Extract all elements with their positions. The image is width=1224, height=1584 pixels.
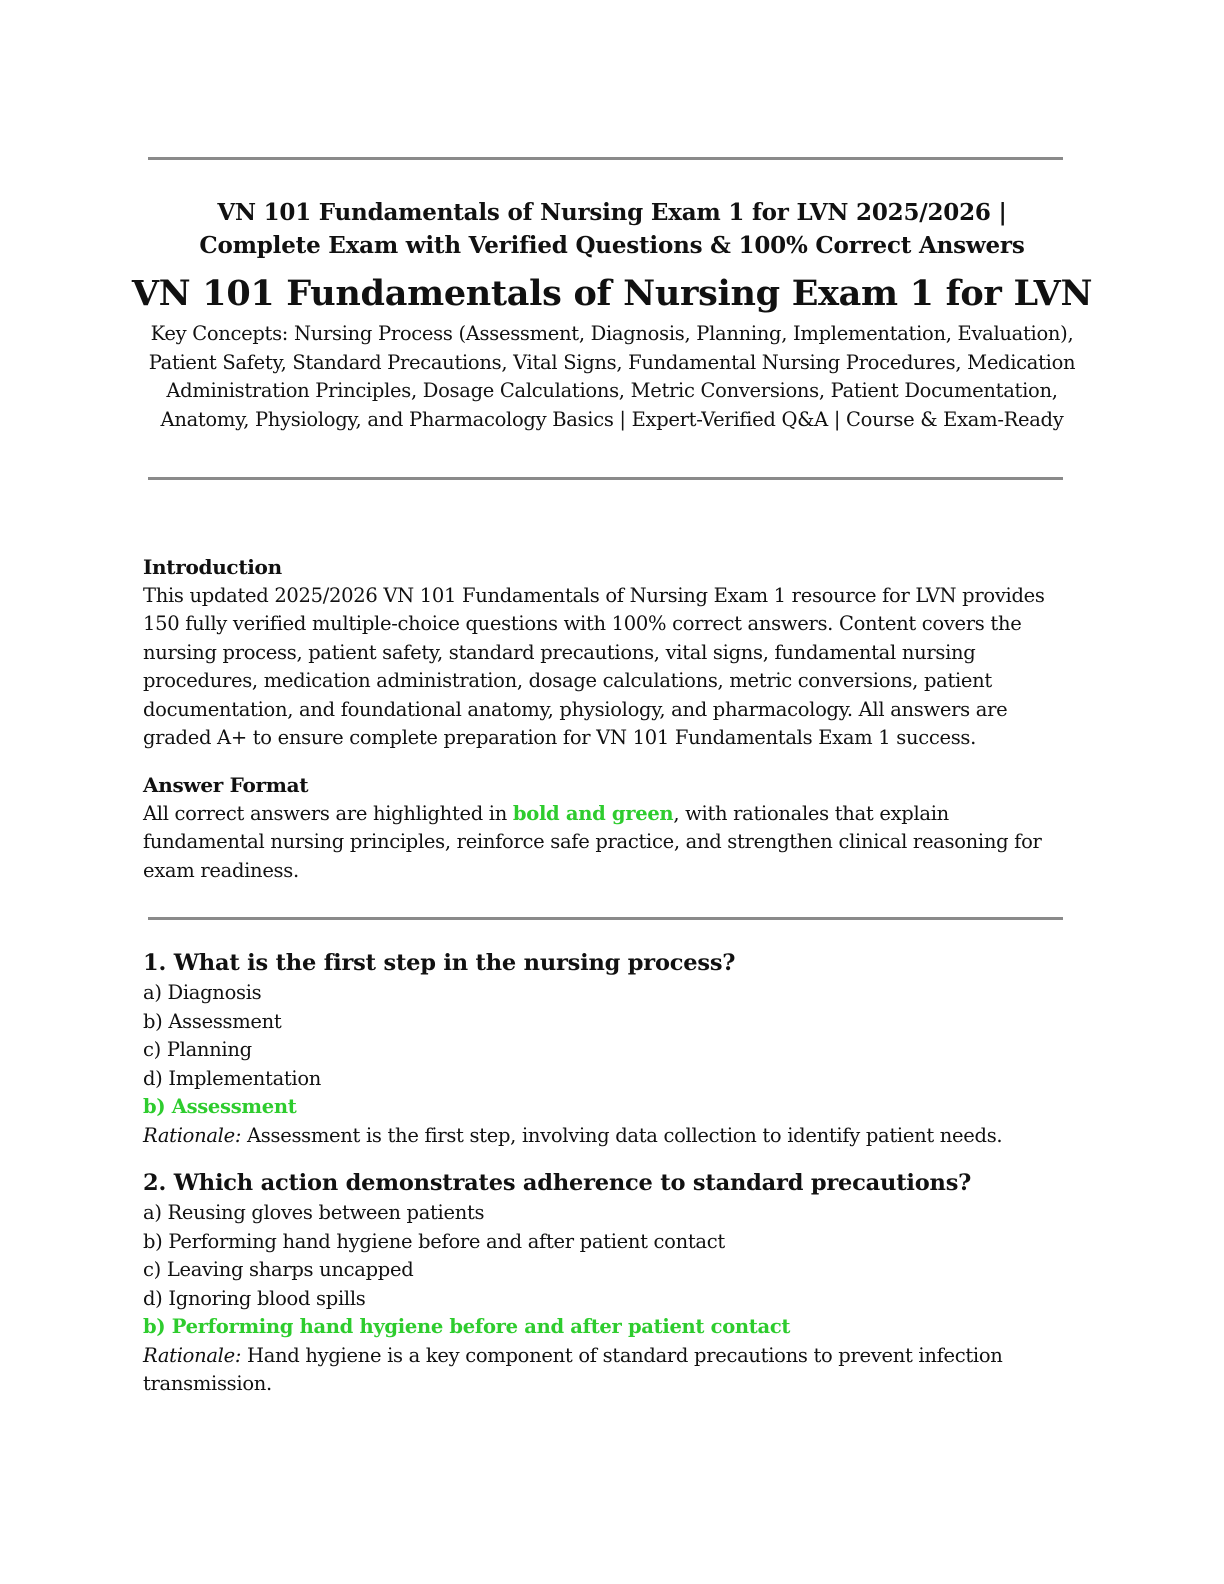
section-divider — [148, 917, 1063, 920]
key-concepts-line-3: Administration Principles, Dosage Calculations, Metric Conversions, Patient Documentation, — [166, 379, 1058, 402]
key-concepts-line-1: Key Concepts: Nursing Process (Assessment, Diagnosis, Planning, Implementation, Evaluation), — [150, 322, 1074, 345]
page-title: VN 101 Fundamentals of Nursing Exam 1 for LVN — [131, 273, 1093, 314]
format-line-3: exam readiness. — [143, 858, 299, 882]
question-title: 2. Which action demonstrates adherence to standard precautions? — [143, 1170, 972, 1196]
answer-option: a) Reusing gloves between patients — [143, 1201, 485, 1224]
format-line-prefix: All correct answers are highlighted in — [143, 801, 513, 825]
answer-format-heading: Answer Format — [143, 773, 309, 797]
rationale-text: Hand hygiene is a key component of standard precautions to prevent infection — [241, 1343, 1003, 1367]
answer-option: c) Leaving sharps uncapped — [143, 1258, 414, 1281]
key-concepts-line-2: Patient Safety, Standard Precautions, Vital Signs, Fundamental Nursing Procedures, Medication — [148, 350, 1076, 374]
answer-format-section — [143, 771, 1073, 885]
header-divider — [148, 477, 1063, 480]
answer-format-paragraph — [143, 800, 1073, 886]
intro-line: graded A+ to ensure complete preparation for VN 101 Fundamentals Exam 1 success. — [143, 726, 977, 749]
question-1 — [143, 948, 1073, 1150]
rationale-label: Rationale: — [143, 1343, 242, 1367]
question-2 — [143, 1168, 1073, 1399]
format-line-2: fundamental nursing principles, reinforce safe practice, and strengthen clinical reasoning for — [143, 830, 1042, 853]
rationale — [143, 1342, 1073, 1399]
key-concepts — [130, 320, 1094, 434]
rationale-text: Assessment is the first step, involving data collection to identify patient needs. — [241, 1123, 1003, 1147]
introduction-heading: Introduction — [143, 555, 282, 579]
answer-option: d) Ignoring blood spills — [143, 1286, 366, 1310]
answer-option: d) Implementation — [143, 1066, 322, 1090]
rationale-label: Rationale: — [143, 1123, 242, 1147]
answer-option: a) Diagnosis — [143, 981, 262, 1004]
introduction-section — [143, 553, 1073, 753]
intro-line: nursing process, patient safety, standard precautions, vital signs, fundamental nursing — [143, 640, 976, 664]
answer-option: c) Planning — [143, 1038, 252, 1061]
correct-answer: b) Performing hand hygiene before and after patient contact — [143, 1315, 791, 1338]
intro-line: This updated 2025/2026 VN 101 Fundamentals of Nursing Exam 1 resource for LVN provides — [143, 583, 1045, 607]
title-block — [130, 196, 1094, 434]
top-divider — [148, 157, 1063, 160]
question-title: 1. What is the first step in the nursing process? — [143, 950, 736, 976]
answer-option: b) Assessment — [143, 1009, 282, 1033]
rationale — [143, 1122, 1073, 1151]
intro-line: documentation, and foundational anatomy, physiology, and pharmacology. All answers are — [143, 697, 1008, 721]
introduction-paragraph — [143, 582, 1073, 753]
rationale-text-continued: transmission. — [143, 1372, 272, 1395]
intro-line: 150 fully verified multiple-choice questions with 100% correct answers. Content covers the — [143, 612, 1022, 635]
subtitle-line-1: VN 101 Fundamentals of Nursing Exam 1 for LVN 2025/2026 | — [217, 199, 1007, 226]
subtitle-line-2: Complete Exam with Verified Questions & 100% Correct Answers — [199, 232, 1025, 259]
format-highlight: bold and green — [512, 801, 674, 825]
answer-option: b) Performing hand hygiene before and after patient contact — [143, 1229, 725, 1253]
format-line-suffix: , with rationales that explain — [673, 801, 949, 825]
document-subtitle — [130, 196, 1094, 262]
intro-line: procedures, medication administration, dosage calculations, metric conversions, patient — [143, 669, 992, 692]
key-concepts-line-4: Anatomy, Physiology, and Pharmacology Basics | Expert-Verified Q&A | Course & Exam-Ready — [160, 407, 1064, 431]
correct-answer: b) Assessment — [143, 1095, 297, 1118]
